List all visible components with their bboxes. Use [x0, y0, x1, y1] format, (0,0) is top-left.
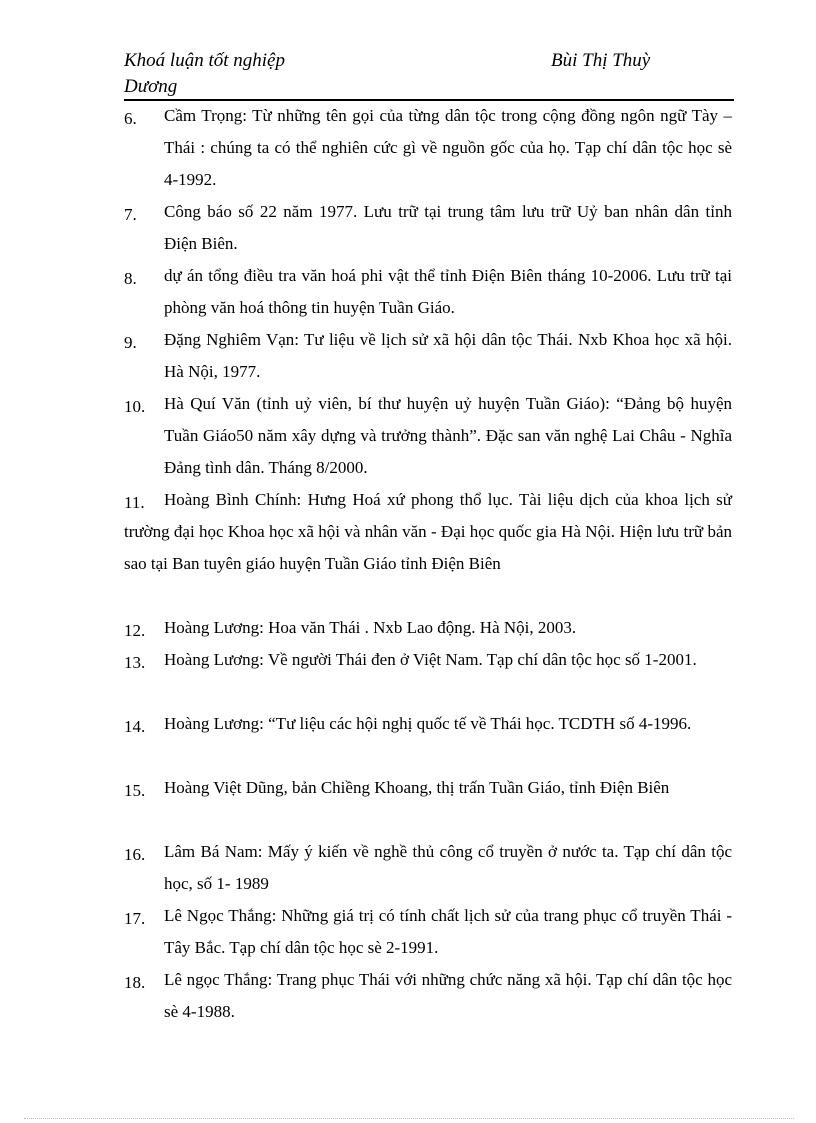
reference-item	[124, 388, 732, 484]
reference-text: dự án tổng điều tra văn hoá phi vật thể tỉnh Điện Biên tháng 10-2006. Lưu trữ tại phòng văn hoá thông tin huyện Tuần Giáo.	[164, 266, 732, 317]
reference-text: Lâm Bá Nam: Mấy ý kiến về nghề thủ công cổ truyền ở nước ta. Tạp chí dân tộc học, số 1- 1989	[164, 842, 732, 893]
reference-number: 9.	[124, 333, 137, 352]
reference-text: Hoàng Lương: Hoa văn Thái . Nxb Lao động. Hà Nội, 2003.	[164, 618, 577, 637]
reference-text: Lê Ngọc Thắng: Những giá trị có tính chất lịch sử của trang phục cổ truyền Thái - Tây Bắc. Tạp chí dân tộc học sè 2-1991.	[164, 906, 732, 957]
header-author-name: Bùi Thị Thuỳ	[551, 50, 651, 71]
reference-list	[124, 100, 732, 1028]
reference-item	[124, 100, 732, 196]
reference-text: Đặng Nghiêm Vạn: Tư liệu về lịch sử xã hội dân tộc Thái. Nxb Khoa học xã hội. Hà Nội, 1977.	[164, 330, 732, 381]
reference-item	[124, 900, 732, 964]
reference-number: 6.	[124, 109, 137, 128]
reference-item	[124, 324, 732, 388]
reference-number: 13.	[124, 653, 146, 672]
reference-item	[124, 196, 732, 260]
reference-item	[124, 260, 732, 324]
reference-number: 16.	[124, 845, 146, 864]
reference-item	[124, 708, 732, 772]
reference-text: Hoàng Lương: “Tư liệu các hội nghị quốc tế về Thái học. TCDTH số 4-1996.	[164, 714, 692, 733]
reference-text: Hà Quí Văn (tỉnh uỷ viên, bí thư huyện uỷ huyện Tuần Giáo): “Đảng bộ huyện Tuần Giáo50 năm xây dựng và trưởng thành”. Đặc san văn nghệ Lai Châu - Nghĩa Đảng tình dân. Tháng 8/2000.	[164, 394, 732, 477]
reference-text: Lê ngọc Thắng: Trang phục Thái với những chức năng xã hội. Tạp chí dân tộc học sè 4-1988.	[164, 970, 732, 1021]
reference-number: 18.	[124, 973, 146, 992]
reference-item	[124, 772, 732, 836]
reference-number: 14.	[124, 717, 146, 736]
reference-text: Hoàng Việt Dũng, bản Chiềng Khoang, thị trấn Tuần Giáo, tỉnh Điện Biên	[164, 778, 670, 797]
reference-item	[124, 612, 732, 644]
reference-item	[124, 836, 732, 900]
reference-item	[124, 964, 732, 1028]
reference-number: 12.	[124, 621, 146, 640]
reference-number: 8.	[124, 269, 137, 288]
reference-number: 7.	[124, 205, 137, 224]
reference-number: 15.	[124, 781, 146, 800]
reference-text: Công báo số 22 năm 1977. Lưu trữ tại trung tâm lưu trữ Uỷ ban nhân dân tỉnh Điện Biên.	[164, 202, 732, 253]
reference-item	[124, 484, 732, 612]
reference-number: 17.	[124, 909, 146, 928]
header-thesis-title: Khoá luận tốt nghiệp	[124, 50, 285, 71]
page-header	[124, 48, 734, 100]
page-bottom-border	[24, 1118, 794, 1119]
reference-text: Cầm Trọng: Từ những tên gọi của từng dân tộc trong cộng đồng ngôn ngữ Tày – Thái : chúng ta có thể nghiên cức gì về nguồn gốc của họ. Tạp chí dân tộc học sè 4-1992.	[164, 106, 732, 189]
reference-text: Hoàng Bình Chính: Hưng Hoá xứ phong thổ lục. Tài liệu dịch của khoa lịch sử trường đại học Khoa học xã hội và nhân văn - Đại học quốc gia Hà Nội. Hiện lưu trữ bản sao tại Ban tuyên giáo huyện Tuần Giáo tỉnh Điện Biên	[124, 490, 732, 573]
reference-number: 11.	[124, 493, 145, 512]
header-author-surname: Dương	[124, 76, 178, 97]
reference-number: 10.	[124, 397, 146, 416]
reference-text: Hoàng Lương: Về người Thái đen ở Việt Nam. Tạp chí dân tộc học số 1-2001.	[164, 650, 697, 669]
reference-item	[124, 644, 732, 708]
